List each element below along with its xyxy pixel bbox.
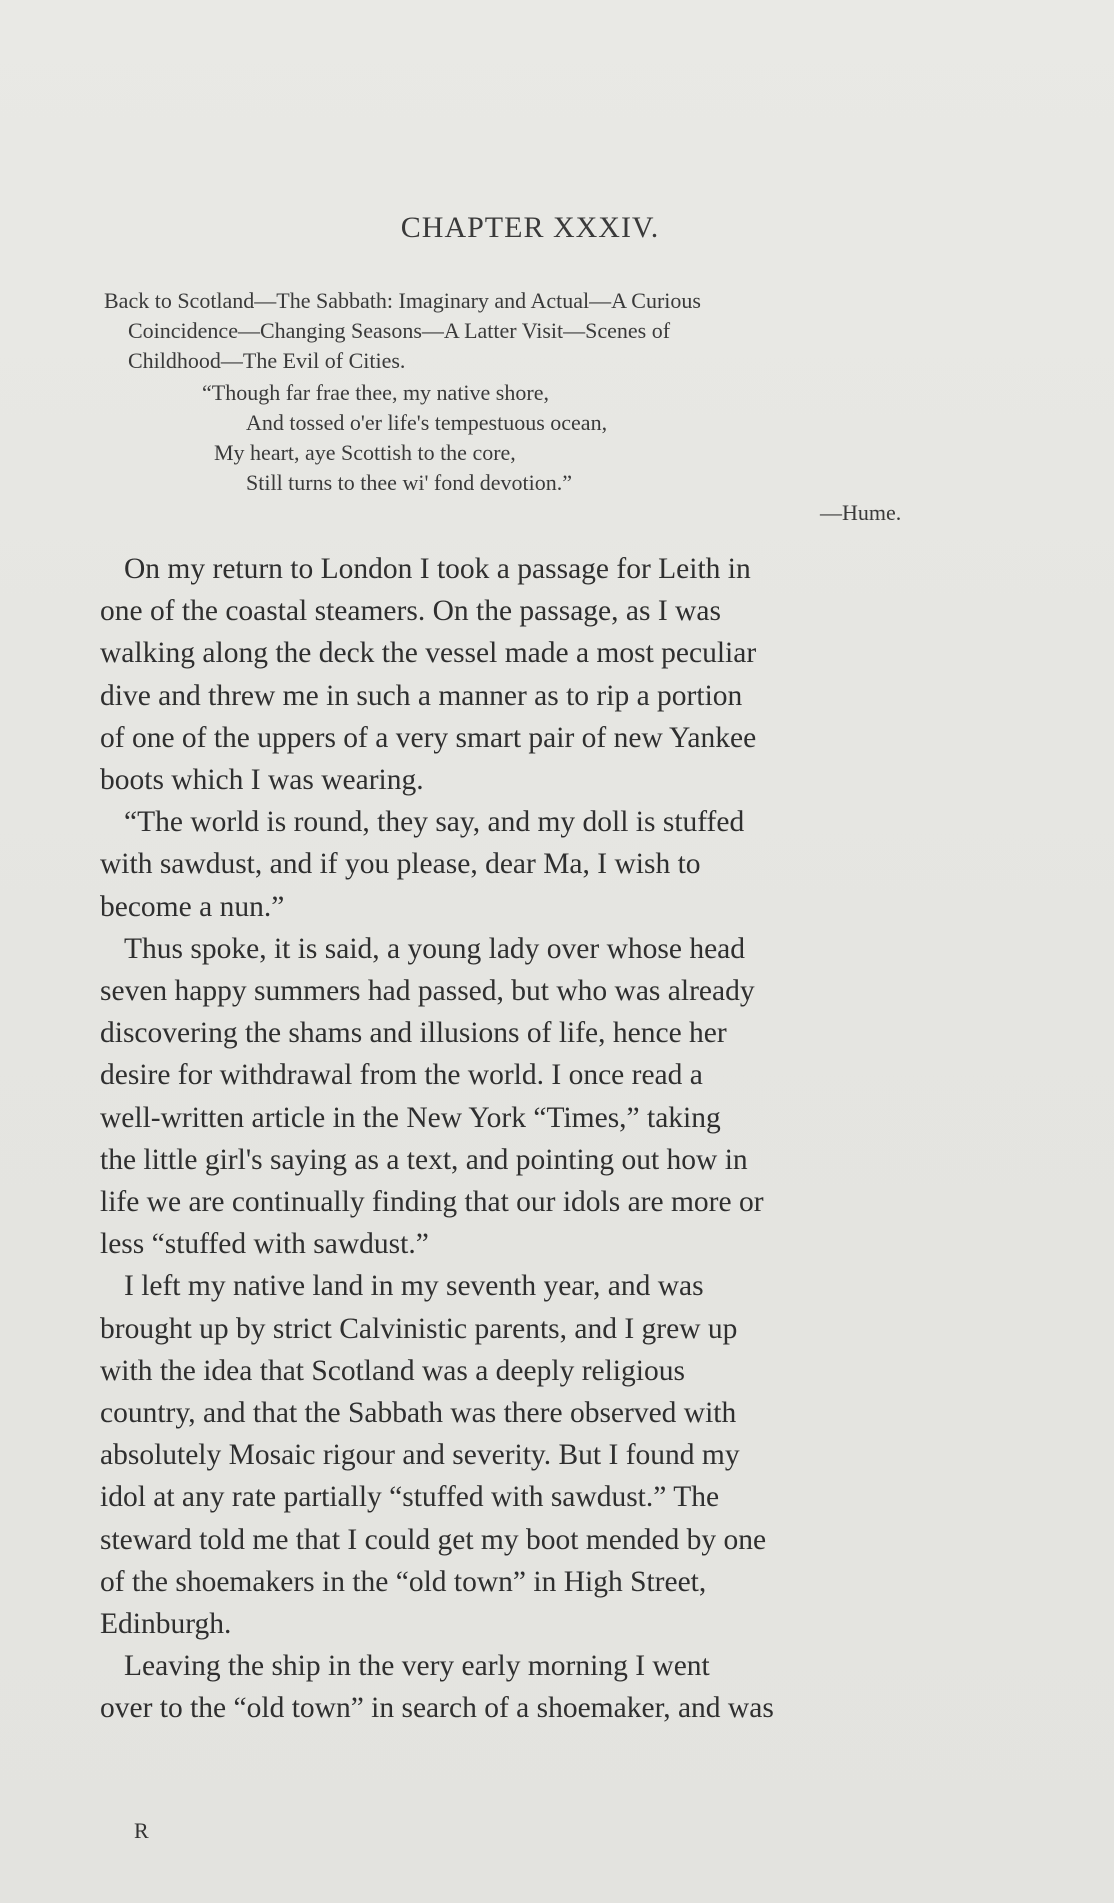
- paragraph: [100, 928, 980, 1266]
- text-line: become a nun.”: [100, 890, 285, 923]
- text-line: brought up by strict Calvinistic parents, and I grew up: [100, 1312, 738, 1345]
- text-line: Thus spoke, it is said, a young lady over whose head: [124, 932, 746, 965]
- text-line: steward told me that I could get my boot mended by one: [100, 1523, 767, 1556]
- text-line: discovering the shams and illusions of life, hence her: [100, 1017, 727, 1050]
- text-line: seven happy summers had passed, but who was already: [100, 975, 755, 1008]
- text-line: of one of the uppers of a very smart pair of new Yankee: [100, 721, 757, 754]
- chapter-synopsis: [104, 286, 984, 376]
- text-line: “The world is round, they say, and my doll is stuffed: [124, 806, 745, 839]
- text-line: On my return to London I took a passage for Leith in: [124, 553, 751, 585]
- paragraph: [100, 801, 980, 928]
- text-line: less “stuffed with sawdust.”: [100, 1228, 429, 1261]
- text-line: absolutely Mosaic rigour and severity. But I found my: [100, 1439, 740, 1472]
- text-line: Leaving the ship in the very early morning I went: [124, 1650, 710, 1683]
- epigraph: [0, 378, 1114, 528]
- paragraph: [100, 1265, 980, 1645]
- paragraph: [100, 1645, 980, 1729]
- synopsis-line: Childhood—The Evil of Cities.: [128, 348, 406, 373]
- text-line: with the idea that Scotland was a deeply religious: [100, 1354, 685, 1387]
- text-line: over to the “old town” in search of a shoemaker, and was: [100, 1692, 774, 1725]
- text-line: idol at any rate partially “stuffed with sawdust.” The: [100, 1481, 720, 1514]
- text-line: with sawdust, and if you please, dear Ma, I wish to: [100, 848, 701, 881]
- text-line: one of the coastal steamers. On the passage, as I was: [100, 595, 721, 628]
- text-line: walking along the deck the vessel made a most peculiar: [100, 637, 757, 670]
- synopsis-line: Back to Scotland—The Sabbath: Imaginary and Actual—A Curious: [104, 288, 701, 313]
- text-line: dive and threw me in such a manner as to rip a portion: [100, 679, 743, 712]
- text-line: boots which I was wearing.: [100, 764, 424, 797]
- chapter-title: CHAPTER XXXIV.: [400, 211, 660, 244]
- text-line: well-written article in the New York “Times,” taking: [100, 1101, 721, 1134]
- epigraph-line: And tossed o'er life's tempestuous ocean,: [246, 410, 608, 435]
- text-line: of the shoemakers in the “old town” in High Street,: [100, 1565, 707, 1598]
- printer-signature-mark: R: [134, 1818, 149, 1843]
- text-line: desire for withdrawal from the world. I once read a: [100, 1059, 703, 1092]
- text-line: the little girl's saying as a text, and pointing out how in: [100, 1143, 748, 1176]
- text-line: country, and that the Sabbath was there observed with: [100, 1397, 737, 1430]
- paragraph: [100, 548, 980, 801]
- synopsis-line: Coincidence—Changing Seasons—A Latter Visit—Scenes of: [128, 318, 671, 343]
- epigraph-line: Still turns to thee wi' fond devotion.”: [246, 470, 572, 495]
- epigraph-line: My heart, aye Scottish to the core,: [214, 440, 516, 465]
- epigraph-attribution: —Hume.: [820, 500, 902, 525]
- epigraph-line: “Though far frae thee, my native shore,: [202, 380, 549, 405]
- text-line: life we are continually finding that our idols are more or: [100, 1186, 764, 1219]
- text-line: Edinburgh.: [100, 1608, 232, 1641]
- text-line: I left my native land in my seventh year, and was: [124, 1270, 704, 1303]
- body-text: [100, 548, 980, 1730]
